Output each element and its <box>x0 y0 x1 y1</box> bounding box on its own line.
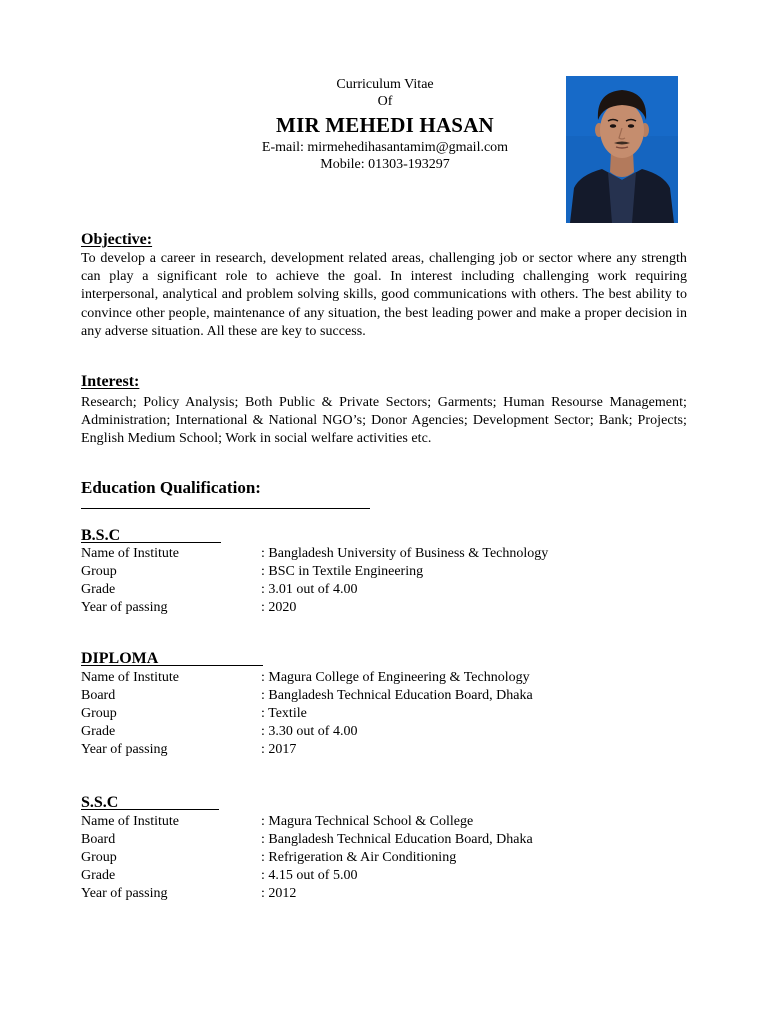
detail-label: Name of Institute <box>81 670 179 685</box>
detail-row <box>81 687 681 705</box>
candidate-name: MIR MEHEDI HASAN <box>276 113 494 137</box>
detail-label: Year of passing <box>81 599 168 615</box>
cv-header <box>180 76 590 173</box>
interest-title: Interest: <box>81 373 140 390</box>
detail-value: : Magura Technical School & College <box>261 814 474 829</box>
degree-title-diploma: DIPLOMA <box>81 650 159 667</box>
education-underline <box>81 508 370 509</box>
detail-label: Year of passing <box>81 885 168 901</box>
detail-row <box>81 581 681 599</box>
detail-label: Name of Institute <box>81 814 179 829</box>
detail-label: Group <box>81 705 117 721</box>
detail-value: : Magura College of Engineering & Technology <box>261 670 530 685</box>
detail-row <box>81 831 681 849</box>
detail-label: Board <box>81 687 116 703</box>
of-label: Of <box>377 94 393 109</box>
detail-value: : 3.01 out of 4.00 <box>261 581 358 597</box>
degree-underline-diploma <box>81 665 263 666</box>
detail-row <box>81 885 681 903</box>
detail-row <box>81 867 681 885</box>
cv-label: Curriculum Vitae <box>336 77 434 92</box>
profile-photo-illustration <box>566 76 678 223</box>
detail-label: Board <box>81 831 116 847</box>
detail-value: : Bangladesh Technical Education Board, Dhaka <box>261 687 533 703</box>
detail-row <box>81 669 681 687</box>
degree-underline-ssc <box>81 809 219 810</box>
degree-underline-bsc <box>81 542 221 543</box>
detail-row <box>81 599 681 617</box>
detail-value: : 2020 <box>261 599 297 615</box>
detail-label: Name of Institute <box>81 546 179 561</box>
detail-row <box>81 813 681 831</box>
objective-text: To develop a career in research, development related areas, challenging job or sector where any strength can play a significant role to achieve the goal. In interest including challenging work requiring interpersonal, analytical and problem solving skills, good communications with others. The best ability to convince other people, maintenance of any situation, the best leading power and make a proper decision in any adverse situation. All these are key to success. <box>81 251 687 339</box>
detail-value: : 2017 <box>261 741 297 757</box>
detail-value: : Refrigeration & Air Conditioning <box>261 849 457 865</box>
email-line: E-mail: mirmehedihasantamim@gmail.com <box>261 140 509 155</box>
degree-title-bsc: B.S.C <box>81 527 121 544</box>
detail-row <box>81 723 681 741</box>
detail-row <box>81 563 681 581</box>
education-title: Education Qualification: <box>81 478 261 497</box>
degree-details-ssc <box>81 813 681 902</box>
detail-value: : 2012 <box>261 885 297 901</box>
detail-label: Grade <box>81 581 116 597</box>
detail-row <box>81 849 681 867</box>
detail-value: : 4.15 out of 5.00 <box>261 867 358 883</box>
detail-value: : BSC in Textile Engineering <box>261 563 424 579</box>
detail-row <box>81 545 681 563</box>
degree-details-bsc <box>81 545 681 617</box>
detail-value: : Bangladesh Technical Education Board, Dhaka <box>261 831 533 847</box>
detail-row <box>81 705 681 723</box>
detail-label: Group <box>81 849 117 865</box>
detail-value: : Bangladesh University of Business & Technology <box>261 546 549 561</box>
degree-details-diploma <box>81 669 681 758</box>
detail-value: : 3.30 out of 4.00 <box>261 723 358 739</box>
detail-label: Year of passing <box>81 741 168 757</box>
detail-label: Group <box>81 563 117 579</box>
detail-label: Grade <box>81 867 116 883</box>
detail-row <box>81 741 681 759</box>
profile-photo <box>566 76 678 223</box>
degree-title-ssc: S.S.C <box>81 794 119 811</box>
interest-text: Research; Policy Analysis; Both Public & Private Sectors; Garments; Human Resourse Management; Administration; International & National NGO’s; Donor Agencies; Development Sector; Bank; Projects; English Medium School; Work in social welfare activities etc. <box>81 395 687 447</box>
mobile-line: Mobile: 01303-193297 <box>320 157 450 172</box>
detail-label: Grade <box>81 723 116 739</box>
objective-title: Objective: <box>81 231 153 248</box>
detail-value: : Textile <box>261 705 307 721</box>
